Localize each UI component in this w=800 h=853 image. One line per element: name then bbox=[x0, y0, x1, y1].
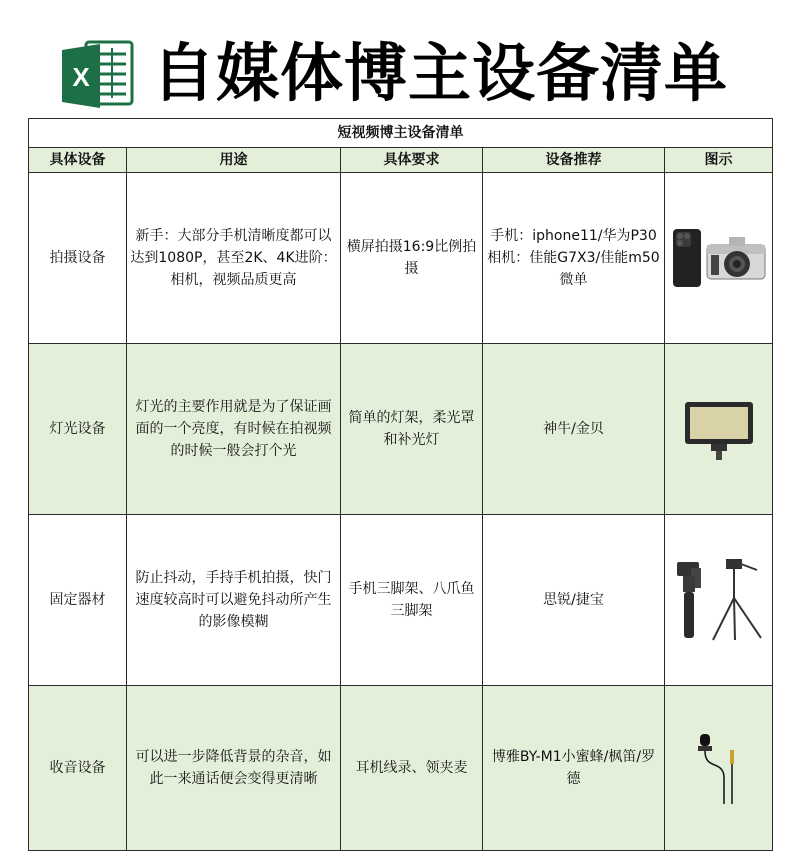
smartphone-icon bbox=[673, 229, 701, 287]
tripod-icon bbox=[713, 560, 761, 640]
page-title: 自媒体博主设备清单 bbox=[152, 37, 728, 110]
recommend-cell: 博雅BY-M1小蜜蜂/枫笛/罗德 bbox=[483, 686, 665, 851]
gimbal-and-tripod-image bbox=[671, 558, 767, 642]
requirement-cell: 耳机线录、领夹麦 bbox=[341, 686, 483, 851]
equipment-table bbox=[28, 118, 773, 851]
requirement-cell: 简单的灯架，柔光罩和补光灯 bbox=[341, 344, 483, 515]
usage-cell: 防止抖动，手持手机拍摄，快门速度较高时可以避免抖动所产生的影像模糊 bbox=[127, 515, 341, 686]
usage-cell: 新手：大部分手机清晰度都可以达到1080P，甚至2K、4K进阶：相机，视频品质更高 bbox=[127, 173, 341, 344]
recommend-cell: 神牛/金贝 bbox=[483, 344, 665, 515]
column-header-image: 图示 bbox=[665, 148, 773, 173]
gimbal-icon bbox=[677, 562, 701, 638]
usage-cell: 灯光的主要作用就是为了保证画面的一个亮度，有时候在拍视频的时候一般会打个光 bbox=[127, 344, 341, 515]
column-header-recommend: 设备推荐 bbox=[483, 148, 665, 173]
image-cell bbox=[665, 173, 773, 344]
table-row bbox=[29, 515, 773, 686]
table-row bbox=[29, 686, 773, 851]
excel-logo-letter: X bbox=[72, 62, 90, 92]
column-header-requirement: 具体要求 bbox=[341, 148, 483, 173]
column-header-device: 具体设备 bbox=[29, 148, 127, 173]
image-cell bbox=[665, 686, 773, 851]
image-cell bbox=[665, 344, 773, 515]
camera-icon bbox=[707, 237, 765, 279]
phone-and-camera-image bbox=[671, 225, 767, 291]
table-caption: 短视频博主设备清单 bbox=[29, 119, 773, 148]
excel-icon bbox=[60, 40, 134, 112]
device-cell: 拍摄设备 bbox=[29, 173, 127, 344]
usage-cell: 可以进一步降低背景的杂音，如此一来通话便会变得更清晰 bbox=[127, 686, 341, 851]
requirement-cell: 手机三脚架、八爪鱼三脚架 bbox=[341, 515, 483, 686]
image-cell bbox=[665, 515, 773, 686]
recommend-cell: 思锐/捷宝 bbox=[483, 515, 665, 686]
recommend-cell: 手机：iphone11/华为P30相机：佳能G7X3/佳能m50微单 bbox=[483, 173, 665, 344]
device-cell: 收音设备 bbox=[29, 686, 127, 851]
page-header bbox=[0, 0, 800, 118]
column-header-usage: 用途 bbox=[127, 148, 341, 173]
requirement-cell: 横屏拍摄16:9比例拍摄 bbox=[341, 173, 483, 344]
lavalier-microphone-image bbox=[684, 730, 754, 806]
table-row bbox=[29, 344, 773, 515]
device-cell: 固定器材 bbox=[29, 515, 127, 686]
led-panel-light-image bbox=[681, 396, 757, 462]
device-cell: 灯光设备 bbox=[29, 344, 127, 515]
table-row bbox=[29, 173, 773, 344]
